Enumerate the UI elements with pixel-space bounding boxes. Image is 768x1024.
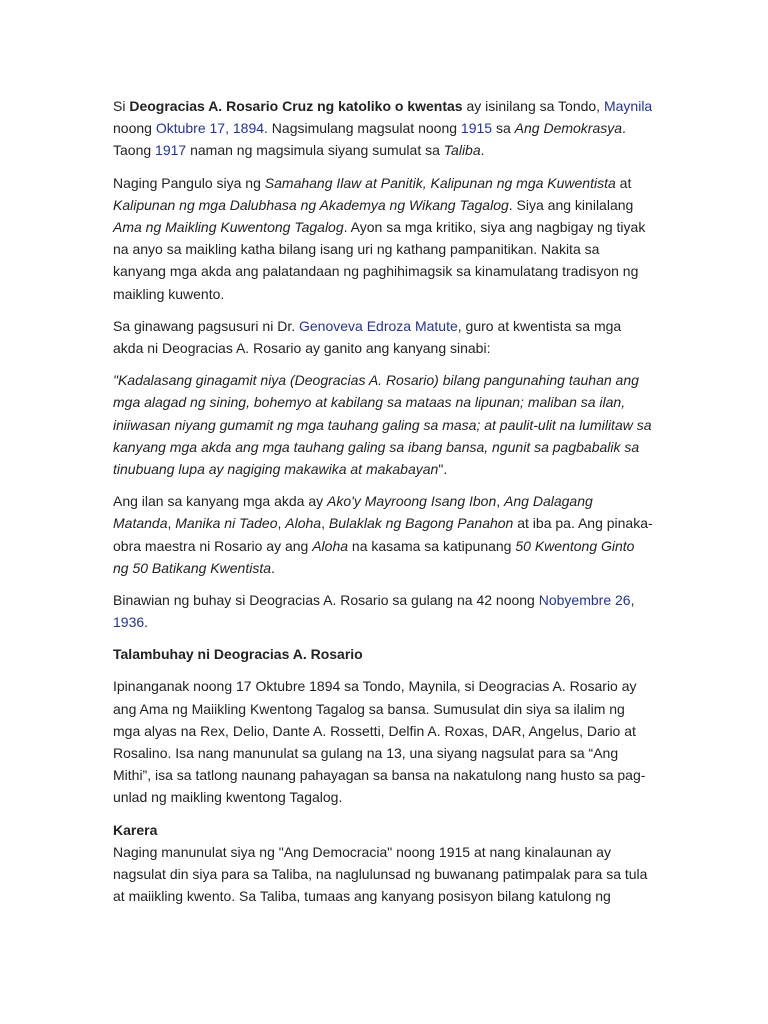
text-span: , [321,515,329,532]
italic-title: Samahang Ilaw at Panitik, Kalipunan ng mga Kuwentista [264,174,616,191]
italic-title: Bulaklak ng Bagong Panahon [328,515,514,532]
italic-title: Ako'y Mayroong Isang Ibon [327,493,497,510]
text-span: . [271,559,275,576]
link-genoveva-edroza-matute[interactable]: Genoveva Edroza Matute [299,317,458,334]
works-paragraph [113,490,653,579]
italic-title: Aloha [312,537,349,554]
text-span: Sa ginawang pagsusuri ni Dr. [113,317,299,334]
text-span: . [480,142,485,159]
text-span: at iba pa. Ang pinaka-obra maestra ni Rosario ay ang [113,515,653,554]
link-1915[interactable]: 1915 [460,120,493,137]
quote-paragraph [113,369,653,480]
italic-title: Manika ni Tadeo [175,515,278,532]
analysis-paragraph [113,315,653,359]
text-span: ay isinilang sa Tondo, [462,98,604,114]
text-span: , [630,592,635,609]
text-span: , guro at kwentista sa mga akda ni Deogracias A. Rosario ay ganito ang kanyang sinabi: [113,317,622,357]
italic-title: Ang Demokrasya [514,120,623,137]
italic-title: Taliba [443,142,481,159]
italic-title: Kalipunan ng mga Dalubhasa ng Akademya ng Wikang Tagalog [113,196,509,213]
text-span: , [496,493,505,510]
text-span: at [615,174,632,191]
text-span: . Siya ang kinilalang [508,196,634,213]
karera-paragraph: Naging manunulat siya ng "Ang Democracia" noong 1915 at nang kinalaunan ay nagsulat din siya para sa Taliba, na naglulunsad ng buwanang patimpalak para sa tula at maiikling kwento. Sa Taliba, tumaas ang kanyang posisyon bilang katulong ng [113,843,648,905]
biography-paragraph: Ipinanganak noong 17 Oktubre 1894 sa Tondo, Maynila, si Deogracias A. Rosario ay ang Ama ng Maiikling Kwentong Tagalog sa bansa. Sumusulat din siya sa ilalim ng mga alyas na Rex, Delio, Dante A. Rossetti, Delfin A. Roxas, DAR, Angelus, Dario at Rosalino. Isa nang manunulat sa gulang na 13, una siyang nagsulat para sa “Ang Mithi”, isa sa tatlong naunang pahayagan sa bansa na nakatulong nang husto sa pag-unlad ng maikling kwentong Tagalog. [113,678,646,806]
text-span: . [144,614,149,631]
text-span: na kasama sa katipunang [348,537,516,554]
text-span: noong [113,120,156,137]
intro-paragraph [113,95,653,162]
text-span: ". [438,461,448,478]
italic-title: 50 Kwentong Ginto ng 50 Batikang Kwentista [113,537,635,576]
text-span: naman ng magsimula siyang sumulat sa [186,142,444,159]
link-birth-date[interactable]: Oktubre 17, 1894 [155,120,265,137]
text-span: , [277,515,286,532]
subject-name: Deogracias A. Rosario Cruz ng katoliko o kwentas [129,98,463,114]
text-span: Ang ilan sa kanyang mga akda ay [113,493,328,510]
quote-text: "Kadalasang ginagamit niya (Deogracias A. Rosario) bilang pangunahing tauhan ang mga alagad ng sining, bohemyo at kabilang sa mataas na lipunan; maliban sa ilan, iniiwasan niyang gumamit ng mga tauhang galing sa masa; at paulit-ulit na lumilitaw sa kanyang mga akda ang mga tauhang galing sa ibang bansa, ngunit sa pagbabalik sa tinubuang lupa ay nagiging makawika at makabayan [113,372,652,478]
text-span: , [167,515,176,532]
text-span: Naging Pangulo siya ng [113,174,265,191]
career-paragraph [113,172,653,305]
link-1917[interactable]: 1917 [155,142,187,159]
text-span: . Ayon sa mga kritiko, siya ang nagbigay ng tiyak na anyo sa maikling katha bilang isang uri ng kathang pampanitikan. Nakita sa kanyang mga akda ang palatandaan ng paghihimagsik sa kinamulatang tradisyon ng maikling kuwento. [113,219,646,302]
text-span: . Taong [113,120,626,159]
italic-title: Aloha [285,515,322,532]
heading-karera: Karera [113,821,158,838]
italic-title: Ama ng Maikling Kuwentong Tagalog [113,219,344,236]
heading-talambuhay: Talambuhay ni Deogracias A. Rosario [113,646,363,663]
link-maynila[interactable]: Maynila [603,98,653,114]
text-span: Si [113,98,130,114]
text-span: . Nagsimulang magsulat noong [264,120,461,137]
link-nobyembre-26[interactable]: Nobyembre 26 [538,592,631,609]
document-body [113,95,653,917]
text-span: sa [492,120,515,137]
death-paragraph [113,589,653,633]
link-1936[interactable]: 1936 [113,614,145,631]
text-span: Binawian ng buhay si Deogracias A. Rosario sa gulang na 42 noong [113,592,539,609]
italic-title: Ang Dalagang Matanda [113,493,593,532]
